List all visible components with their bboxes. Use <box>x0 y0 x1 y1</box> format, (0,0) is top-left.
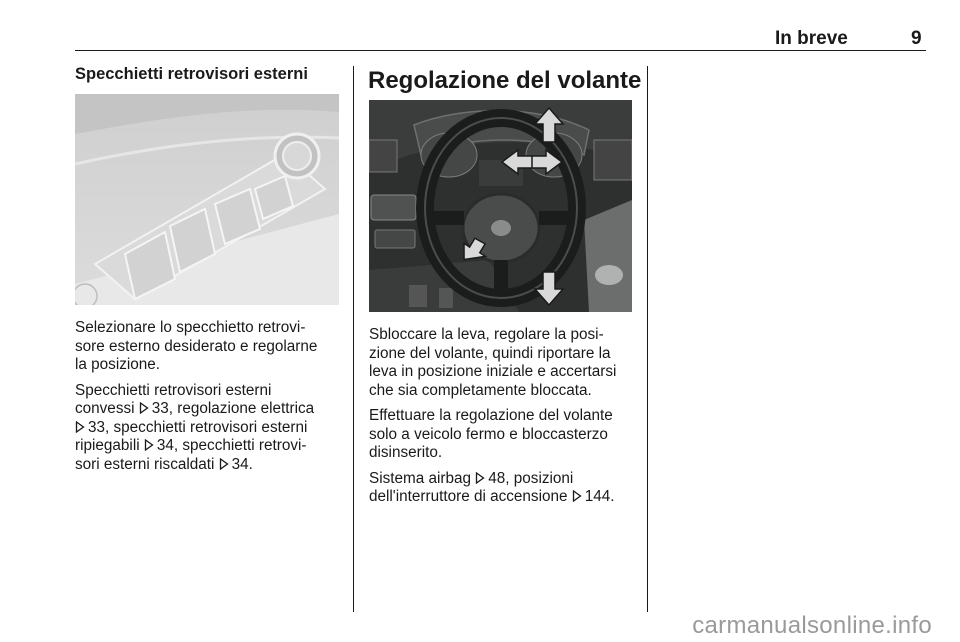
text-line: solo a veicolo fermo e bloccasterzo <box>369 425 608 443</box>
page-reference-link[interactable]: 33, regolazione elettrica <box>151 400 315 417</box>
steering-paragraph-3 <box>369 470 639 507</box>
text-line: la posizione. <box>75 356 161 373</box>
text-line: Selezionare lo specchietto retrovi- <box>75 319 306 336</box>
column-divider-right <box>647 66 648 612</box>
page-reference-icon[interactable] <box>572 490 582 502</box>
text-line: Effettuare la regolazione del volante <box>369 407 613 424</box>
steering-wheel-adjustment-image <box>369 100 632 312</box>
mirror-control-panel-image <box>75 94 339 305</box>
page-number: 9 <box>911 28 922 49</box>
text-line <box>369 488 639 507</box>
page-reference-icon[interactable] <box>75 421 85 433</box>
steering-paragraph-1 <box>369 326 639 400</box>
text-line: sore esterno desiderato e regolarne <box>75 337 318 355</box>
page-reference-link[interactable]: 34, specchietti retrovi- <box>156 437 307 454</box>
page-reference-icon[interactable] <box>144 439 154 451</box>
text-fragment: convessi <box>75 400 135 417</box>
text-line: leva in posizione iniziale e accertarsi <box>369 363 617 380</box>
text-line <box>75 437 343 456</box>
header-section-title: In breve <box>775 28 848 49</box>
left-column <box>75 64 343 481</box>
mirrors-paragraph-1 <box>75 319 343 375</box>
page-reference-link[interactable]: 34. <box>231 455 253 473</box>
mirrors-paragraph-2 <box>75 382 343 475</box>
text-line <box>369 470 639 489</box>
steering-paragraph-2 <box>369 407 639 463</box>
right-column <box>368 64 642 514</box>
section-title-mirrors: Specchietti retrovisori esterni <box>75 65 308 83</box>
text-fragment: ripiegabili <box>75 437 140 454</box>
text-fragment: dell'interruttore di accensione <box>369 488 568 505</box>
text-line <box>75 456 343 475</box>
page-reference-link[interactable]: 48, posizioni <box>488 469 574 487</box>
text-line: Sbloccare la leva, regolare la posi- <box>369 326 604 343</box>
text-line <box>75 400 343 419</box>
text-line <box>75 419 343 438</box>
watermark-text: carmanualsonline.info <box>692 612 932 639</box>
text-fragment: sori esterni riscaldati <box>75 455 215 473</box>
page-reference-link[interactable]: 144. <box>584 488 615 505</box>
text-line: che sia completamente bloccata. <box>369 381 592 399</box>
column-divider-left <box>353 66 354 612</box>
page-reference-icon[interactable] <box>219 458 229 470</box>
text-line: disinserito. <box>369 444 443 461</box>
header-rule <box>75 50 926 51</box>
section-title-steering: Regolazione del volante <box>368 67 642 94</box>
text-line: zione del volante, quindi riportare la <box>369 344 611 362</box>
page-reference-icon[interactable] <box>139 402 149 414</box>
page-reference-link[interactable]: 33, specchietti retrovisori esterni <box>88 418 308 436</box>
page-reference-icon[interactable] <box>475 472 485 484</box>
text-line: Specchietti retrovisori esterni <box>75 381 272 399</box>
text-fragment: Sistema airbag <box>369 469 472 487</box>
